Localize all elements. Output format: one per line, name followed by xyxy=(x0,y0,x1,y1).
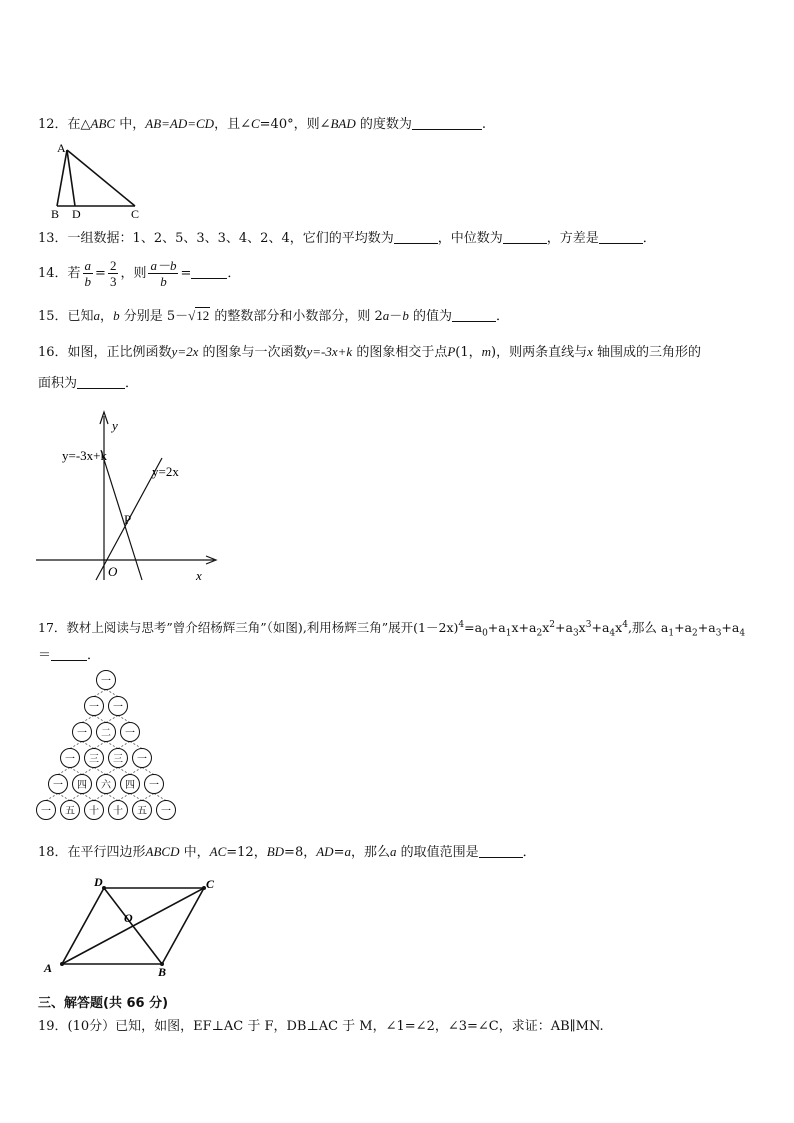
fraction-a-minus-b-over-b: $\frac{a-b}{b}$ xyxy=(150,258,177,289)
center-label-o: O xyxy=(124,911,133,925)
triangle-connector xyxy=(118,716,130,723)
fraction-two-thirds: $\frac{2}{3}$ xyxy=(109,258,117,289)
triangle-node-label: 一 xyxy=(113,702,123,713)
square-root-12: √12 xyxy=(188,308,210,323)
parallelogram-figure-q18 xyxy=(40,872,230,982)
triangle-connector xyxy=(82,716,94,723)
question-12: 12．在△ABC 中，AB=AD=CD，且∠C=40°，则∠BAD 的度数为 . xyxy=(38,116,487,132)
triangle-node-label: 一 xyxy=(149,780,159,791)
triangle-connector xyxy=(70,768,82,775)
triangle-node-label: 一 xyxy=(125,728,135,739)
point-label-p: P xyxy=(124,512,132,527)
answer-blank[interactable] xyxy=(452,307,496,322)
triangle-node-label: 二 xyxy=(101,728,111,739)
triangle-node-label: 一 xyxy=(161,806,171,817)
line-label-y-neg3x-plus-k: y=-3x+k xyxy=(62,448,107,463)
answer-blank[interactable] xyxy=(51,646,87,661)
triangle-connector xyxy=(70,742,82,749)
vertex-label-c: C xyxy=(206,877,215,891)
vertex-label-a: A xyxy=(57,141,66,155)
axis-label-y: y xyxy=(112,418,118,433)
triangle-connector xyxy=(70,794,82,801)
triangle-connector xyxy=(106,742,118,749)
triangle-connector xyxy=(82,794,94,801)
triangle-connector xyxy=(94,742,106,749)
question-16-line-1: 16．如图，正比例函数y=2x 的图象与一次函数y=-3x+k 的图象相交于点P(1，m)，则两条直线与x 轴围成的三角形的 xyxy=(38,344,702,360)
question-13: 13．一组数据：1、2、5、3、3、4、2、4，它们的平均数为 ，中位数为 ，方差是 ． xyxy=(38,231,656,246)
axis-label-x: x xyxy=(196,568,202,583)
triangle-node-label: 十 xyxy=(89,806,99,817)
triangle-connector xyxy=(106,768,118,775)
triangle-connector xyxy=(94,768,106,775)
triangle-connector xyxy=(46,794,58,801)
triangle-connector xyxy=(106,794,118,801)
vertex-label-b: B xyxy=(51,207,60,221)
question-17-line-1: 17．教材上阅读与思考”曾介绍杨辉三角”（如图),利用杨辉三角”展开$(1-2x)^4=a_0+a_1x+a_2x^2+a_3x^3+a_4x^4$,那么 $a_1+a_2+a_3+a_4$ xyxy=(38,620,746,639)
triangle-connector xyxy=(58,768,70,775)
triangle-connector xyxy=(130,794,142,801)
question-18: 18．在平行四边形ABCD 中，AC=12，BD=8，AD=a，那么a 的取值范围是 ． xyxy=(38,844,536,860)
triangle-node-label: 一 xyxy=(53,780,63,791)
vertex-label-d: D xyxy=(94,875,103,889)
triangle-connector xyxy=(130,768,142,775)
answer-blank[interactable] xyxy=(412,115,482,130)
answer-blank[interactable] xyxy=(394,229,438,244)
triangle-node-label: 一 xyxy=(41,806,51,817)
triangle-connector xyxy=(82,768,94,775)
line-label-y-2x: y=2x xyxy=(152,464,179,479)
triangle-connector xyxy=(118,794,130,801)
section-heading: 三、解答题(共 66 分) xyxy=(38,996,169,1011)
triangle-node-label: 五 xyxy=(65,806,75,817)
triangle-connector xyxy=(82,742,94,749)
answer-blank[interactable] xyxy=(479,843,523,858)
function-graph-q16 xyxy=(36,410,226,590)
vertex-label-b: B xyxy=(158,965,167,979)
triangle-node-label: 一 xyxy=(65,754,75,765)
fraction-a-over-b: $\frac{a}{b}$ xyxy=(84,258,92,289)
answer-blank[interactable] xyxy=(503,229,547,244)
triangle-connector xyxy=(106,690,118,697)
triangle-connector xyxy=(94,690,106,697)
triangle-connector xyxy=(94,794,106,801)
triangle-connector xyxy=(58,794,70,801)
question-15: 15．已知a，b 分别是 5－√12 的整数部分和小数部分，则 2a－b 的值为 ． xyxy=(38,308,509,324)
triangle-connector xyxy=(106,716,118,723)
triangle-node-label: 五 xyxy=(137,806,147,817)
triangle-connector xyxy=(142,768,154,775)
triangle-node-label: 十 xyxy=(113,806,123,817)
triangle-connector xyxy=(142,794,154,801)
yanghui-triangle-figure xyxy=(36,668,176,834)
triangle-node-label: 一 xyxy=(137,754,147,765)
triangle-node-label: 六 xyxy=(101,780,111,791)
question-19: 19．(10分）已知，如图，EF⊥AC 于 F，DB⊥AC 于 M，∠1=∠2，∠3=∠C，求证：AB∥MN. xyxy=(38,1019,604,1034)
answer-blank[interactable] xyxy=(191,264,227,279)
triangle-connector xyxy=(94,716,106,723)
triangle-figure-q12 xyxy=(45,140,155,222)
question-16-line-2: 面积为 ． xyxy=(38,376,139,391)
triangle-connector xyxy=(154,794,166,801)
vertex-label-c: C xyxy=(131,207,140,221)
triangle-node-label: 三 xyxy=(113,754,123,765)
triangle-node-label: 一 xyxy=(101,676,111,687)
triangle-node-label: 四 xyxy=(77,780,87,791)
answer-blank[interactable] xyxy=(77,374,125,389)
triangle-node-label: 三 xyxy=(89,754,99,765)
question-17-line-2: ＝ ． xyxy=(38,648,101,663)
triangle-node-label: 一 xyxy=(77,728,87,739)
triangle-node-label: 四 xyxy=(125,780,135,791)
triangle-connector xyxy=(130,742,142,749)
triangle-connector xyxy=(118,768,130,775)
origin-label: O xyxy=(108,564,118,579)
question-14: 14．若 $\frac{a}{b}$ = $\frac{2}{3}$ ，则 $\frac{a-b}{b}$ = ． xyxy=(38,258,241,289)
vertex-label-d: D xyxy=(72,207,81,221)
answer-blank[interactable] xyxy=(599,229,643,244)
triangle-node-label: 一 xyxy=(89,702,99,713)
triangle-connector xyxy=(118,742,130,749)
vertex-label-a: A xyxy=(44,961,53,975)
